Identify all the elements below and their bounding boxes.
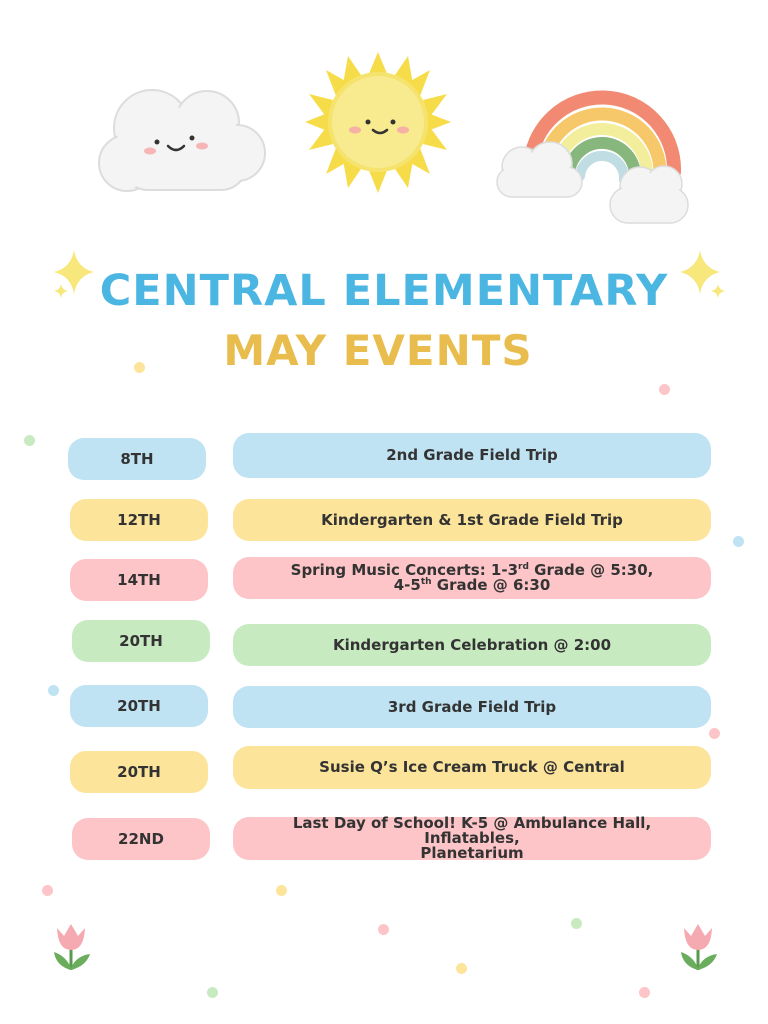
event-description-1: 2nd Grade Field Trip [233, 433, 711, 478]
event-date-2: 12TH [70, 499, 208, 541]
event-description-6: Susie Q’s Ice Cream Truck @ Central [233, 746, 711, 789]
confetti-dot [378, 924, 389, 935]
confetti-dot [24, 435, 35, 446]
event-date-6: 20TH [70, 751, 208, 793]
event-date-3: 14TH [70, 559, 208, 601]
confetti-dot [276, 885, 287, 896]
event-description-3-line-2: 4-5th Grade @ 6:30 [393, 576, 551, 594]
event-date-5: 20TH [70, 685, 208, 727]
event-description-5: 3rd Grade Field Trip [233, 686, 711, 728]
confetti-dot [207, 987, 218, 998]
confetti-dot [659, 384, 670, 395]
confetti-dot [42, 885, 53, 896]
tulip-icon [675, 920, 721, 974]
tulip-icon [48, 920, 94, 974]
sun-illustration [303, 50, 453, 195]
event-description-7-line-2: Planetarium [420, 844, 524, 862]
confetti-dot [733, 536, 744, 547]
confetti-dot [571, 918, 582, 929]
rainbow-illustration [492, 72, 692, 230]
school-title: CENTRAL ELEMENTARY [99, 266, 669, 316]
event-date-4: 20TH [72, 620, 210, 662]
event-description-3-line-1: Spring Music Concerts: 1-3rd Grade @ 5:30, [290, 561, 654, 579]
confetti-dot [48, 685, 59, 696]
confetti-dot [709, 728, 720, 739]
event-description-7-line-1: Last Day of School! K-5 @ Ambulance Hall, Inflatables, [292, 814, 652, 847]
event-description-2: Kindergarten & 1st Grade Field Trip [233, 499, 711, 541]
confetti-dot [456, 963, 467, 974]
event-date-7: 22ND [72, 818, 210, 860]
event-description-4: Kindergarten Celebration @ 2:00 [233, 624, 711, 666]
event-description-7 [233, 814, 711, 862]
page-subtitle: MAY EVENTS [223, 326, 533, 375]
confetti-dot [639, 987, 650, 998]
cloud-illustration [92, 78, 272, 203]
event-date-1: 8TH [68, 438, 206, 480]
confetti-dot [134, 362, 145, 373]
event-description-3 [233, 557, 711, 599]
